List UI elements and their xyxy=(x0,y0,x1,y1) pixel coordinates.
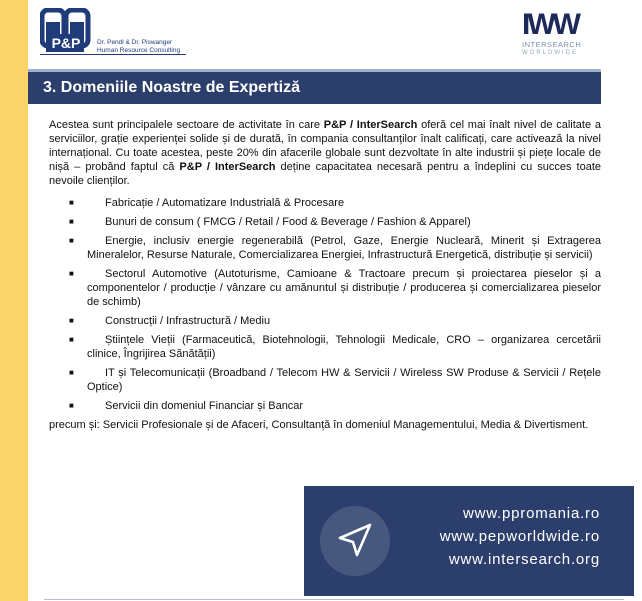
pp-logo-line2: Human Resource Consulting xyxy=(97,46,181,54)
left-accent-stripe xyxy=(0,0,28,601)
intro-text-3: deține capacitatea necesară pentru a îndeplini cu succes toate nevoile clienților. xyxy=(49,161,601,187)
intersearch-logo-mark: IWW xyxy=(522,8,578,41)
bullet-icon: ■ xyxy=(69,198,74,207)
sector-label: Științele Vieții (Farmaceutică, Biotehnologii, Tehnologii Medicale, CRO – organizarea cercetării clinice, Îngrijirea Sănătății) xyxy=(87,334,601,360)
web-links xyxy=(440,502,600,571)
sector-label: Fabricație / Automatizare Industrială & Procesare xyxy=(105,197,345,209)
list-item xyxy=(69,215,601,229)
bullet-icon: ■ xyxy=(69,401,74,410)
bottom-divider xyxy=(44,599,624,600)
pp-logo-underline xyxy=(40,54,186,55)
intro-text-1: Acestea sunt principalele sectoare de activitate în care xyxy=(49,119,324,131)
sector-label: Construcții / Infrastructură / Mediu xyxy=(105,315,271,327)
intersearch-logo xyxy=(522,10,594,62)
sector-label: Bunuri de consum ( FMCG / Retail / Food & Beverage / Fashion & Apparel) xyxy=(105,216,471,228)
sector-list xyxy=(49,196,601,413)
bullet-icon: ■ xyxy=(69,236,74,245)
intersearch-logo-tagline: WORLDWIDE xyxy=(522,50,578,56)
bullet-icon: ■ xyxy=(69,217,74,226)
list-item xyxy=(69,196,601,210)
website-link-pepworldwide[interactable]: www.pepworldwide.ro xyxy=(439,528,600,545)
bullet-icon: ■ xyxy=(69,316,74,325)
section-title: 3. Domeniile Noastre de Expertiză xyxy=(43,79,300,96)
website-link-ppromania[interactable]: www.ppromania.ro xyxy=(462,505,600,522)
list-item xyxy=(69,314,601,328)
bullet-icon: ■ xyxy=(69,368,74,377)
section-body xyxy=(49,118,601,432)
navigation-arrow-icon xyxy=(320,506,390,576)
pp-logo-ampersand: P&P xyxy=(51,35,81,51)
pp-logo-text xyxy=(97,39,180,54)
pp-logo xyxy=(40,8,190,58)
website-link-intersearch[interactable]: www.intersearch.org xyxy=(448,551,600,568)
sector-label: Energie, inclusiv energie regenerabilă (Petrol, Gaze, Energie Nucleară, Minerit și Extragerea Mineralelor, Resurse Naturale, Comercializarea Energiei, Infrastructură Energetică, distribuție și servicii) xyxy=(87,235,601,261)
intro-brand-2: P&P / InterSearch xyxy=(179,161,276,173)
sector-label: Servicii din domeniul Financiar și Bancar xyxy=(105,400,304,412)
document-page xyxy=(28,0,642,601)
pp-logo-line1: Dr. Pendl & Dr. Piswanger xyxy=(97,39,173,46)
list-item xyxy=(69,366,601,394)
section-title-accent xyxy=(28,69,601,72)
web-links-box xyxy=(304,486,634,596)
list-item xyxy=(69,234,601,262)
sector-label: IT și Telecomunicații (Broadband / Telecom HW & Servicii / Wireless SW Produse & Servicii / Rețele Optice) xyxy=(87,367,601,393)
sector-label: Sectorul Automotive (Autoturisme, Camioane & Tractoare precum și proiectarea pieselor și a componentelor / producție / vânzare cu amănuntul și distribuție / producerea și comercializarea pieselor de schimb) xyxy=(87,268,601,308)
list-item xyxy=(69,267,601,309)
closing-paragraph: precum și: Servicii Profesionale și de Afaceri, Consultanță în domeniul Managementului, Media & Divertisment. xyxy=(49,419,589,431)
pp-logo-mark xyxy=(40,8,94,52)
intro-paragraph xyxy=(49,118,601,188)
bullet-icon: ■ xyxy=(69,269,74,278)
intro-brand-1: P&P / InterSearch xyxy=(323,119,418,131)
bullet-icon: ■ xyxy=(69,335,74,344)
list-item xyxy=(69,333,601,361)
intro-text-2: oferă cel mai înalt nivel de calitate a serviciilor, grație experienței solide și de durată, în compania consultanților înalt calificați, care activează la nivel internațional. Cu toate acestea, peste 20% din afacerile globale sunt dezvoltate în alte industrii și piețe locale de nișă – probând faptul că xyxy=(49,119,601,173)
intersearch-logo-name: INTERSEARCH xyxy=(522,40,582,49)
list-item xyxy=(69,399,601,413)
